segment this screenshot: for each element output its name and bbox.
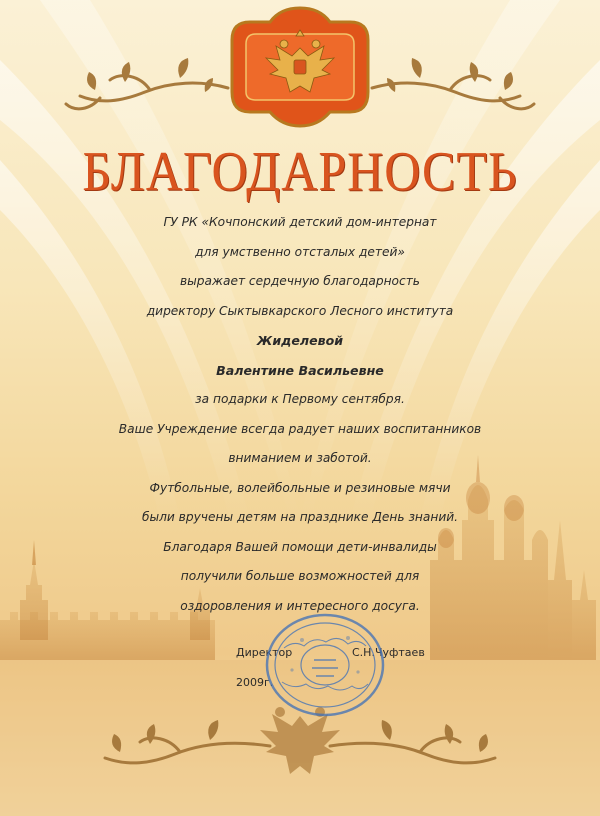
body-line-9: вниманием и заботой. — [228, 451, 372, 465]
body-line-11: были вручены детям на празднике День знаний. — [141, 510, 459, 524]
certificate-body — [60, 208, 540, 621]
body-line-3: выражает сердечную благодарность — [180, 274, 420, 288]
certificate-title: БЛАГОДАРНОСТЬ — [82, 139, 518, 203]
body-line-13: получили больше возможностей для — [180, 569, 420, 583]
round-seal-icon — [262, 610, 388, 720]
recipient-surname: Жиделевой — [256, 333, 344, 348]
body-line-1: ГУ РК «Кочпонский детский дом-интернат — [163, 215, 437, 229]
body-line-10: Футбольные, волейбольные и резиновые мячи — [149, 480, 451, 495]
body-line-2: для умственно отсталых детей» — [195, 244, 405, 259]
emblem-ornament — [0, 0, 600, 140]
body-line-8: Ваше Учреждение всегда радует наших воспитанников — [118, 421, 482, 436]
signature-year: 2009г. — [236, 676, 274, 689]
signature-position: Директор — [236, 646, 293, 659]
recipient-name: Валентине Васильевне — [216, 362, 384, 378]
body-line-12: Благодаря Вашей помощи дети-инвалиды — [163, 539, 437, 554]
body-line-14: оздоровления и интересного досуга. — [180, 598, 420, 613]
signature-name: С.Н.Чуфтаев — [352, 646, 425, 659]
body-line-7: за подарки к Первому сентября. — [195, 392, 405, 406]
body-line-4: директору Сыктывкарского Лесного института — [146, 303, 454, 318]
